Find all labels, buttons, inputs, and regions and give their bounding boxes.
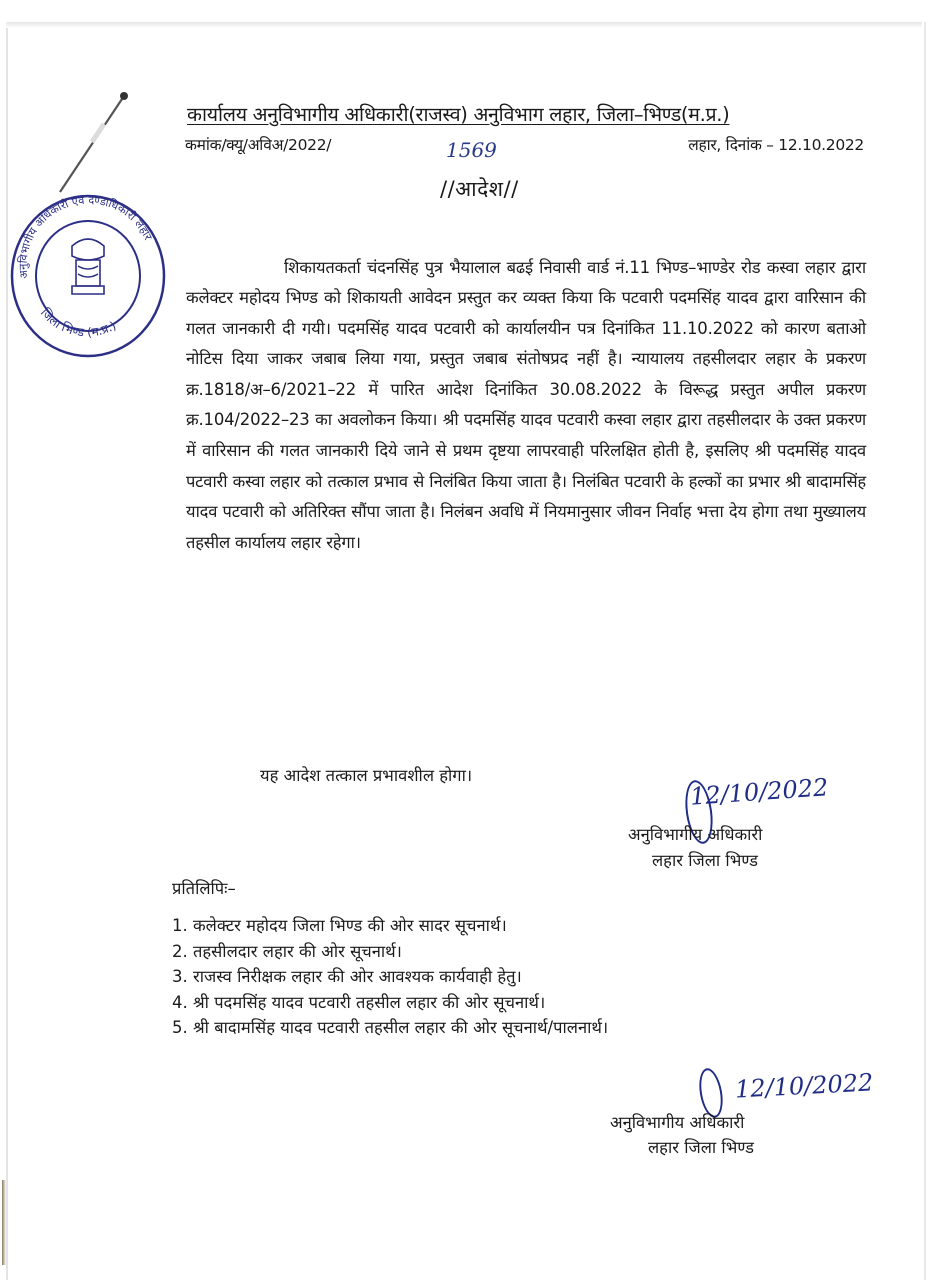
office-seal bbox=[6, 188, 166, 358]
national-emblem-icon bbox=[72, 239, 104, 294]
signatory-2-place: लहार जिला भिण्ड bbox=[648, 1138, 754, 1157]
signatory-2-designation: अनुविभागीय अधिकारी bbox=[610, 1113, 745, 1132]
signature-1-date: 12/10/2022 bbox=[689, 773, 830, 811]
copy-to-item: 1. कलेक्टर महोदय जिला भिण्ड की ओर सादर सूचनार्थ। bbox=[172, 916, 507, 935]
signatory-1-place: लहार जिला भिण्ड bbox=[652, 851, 758, 870]
order-title: //आदेश// bbox=[440, 177, 519, 201]
order-body: शिकायतकर्ता चंदनसिंह पुत्र भैयालाल बढई निवासी वार्ड नं.11 भिण्ड–भाण्डेर रोड कस्वा लहार द्वारा कलेक्टर महोदय भिण्ड को शिकायती आवेदन प्रस्तुत कर व्यक्त किया कि पटवारी पदमसिंह यादव द्वारा वारिसान की गलत जानकारी दी गयी। पदमसिंह यादव पटवारी को कार्यालयीन पत्र दिनांकित 11.10.2022 को कारण बताओ नोटिस दिया जाकर जबाब लिया गया, प्रस्तुत जबाब संतोषप्रद नहीं है। न्यायालय तहसीलदार लहार के प्रकरण क्र.1818/अ–6/2021–22 में पारित आदेश दिनांकित 30.08.2022 के विरूद्ध प्रस्तुत अपील प्रकरण क्र.104/2022–23 का अवलोकन किया। श्री पदमसिंह यादव पटवारी कस्वा लहार द्वारा तहसीलदार के उक्त प्रकरण में वारिसान की गलत जानकारी दिये जाने से प्रथम दृष्टया लापरवाही परिलक्षित होती है, इसलिए श्री पदमसिंह यादव पटवारी कस्वा लहार को तत्काल प्रभाव से निलंबित किया जाता है। निलंबित पटवारी के हल्कों का प्रभार श्री बादामसिंह यादव पटवारी को अतिरिक्त सौंपा जाता है। निलंबन अवधि में नियमानुसार जीवन निर्वाह भत्ता देय होगा तथा मुख्यालय तहसील कार्यालय लहार रहेगा। bbox=[186, 257, 866, 552]
closing-line: यह आदेश तत्काल प्रभावशील होगा। bbox=[260, 766, 473, 785]
pin-icon bbox=[52, 88, 132, 198]
seal-bottom-text: जिला भिण्ड (म.प्र.) bbox=[37, 305, 119, 340]
signatory-1-designation: अनुविभागीय अधिकारी bbox=[628, 825, 763, 844]
signature-2-date: 12/10/2022 bbox=[734, 1068, 874, 1104]
copy-to-list bbox=[172, 913, 608, 1041]
seal-outer-text: अनुविभागीय अधिकारी एवं दण्डाधिकारी लहार bbox=[16, 193, 155, 280]
handwritten-dispatch-number: 1569 bbox=[446, 138, 497, 162]
scan-shadow bbox=[2, 1180, 6, 1265]
scan-edge bbox=[6, 22, 922, 28]
copy-to-item: 3. राजस्व निरीक्षक लहार की ओर आवश्यक कार्यवाही हेतु। bbox=[172, 967, 522, 986]
svg-text:जिला भिण्ड (म.प्र.) bbox=[38, 306, 119, 340]
copy-to-item: 5. श्री बादामसिंह यादव पटवारी तहसील लहार की ओर सूचनार्थ/पालनार्थ। bbox=[172, 1018, 609, 1037]
office-heading: कार्यालय अनुविभागीय अधिकारी(राजस्व) अनुविभाग लहार, जिला–भिण्ड(म.प्र.) bbox=[187, 103, 730, 126]
place-and-date: लहार, दिनांक – 12.10.2022 bbox=[688, 136, 864, 154]
reference-number: कमांक/क्यू/अविअ/2022/ bbox=[185, 136, 332, 154]
copy-to-item: 2. तहसीलदार लहार की ओर सूचनार्थ। bbox=[172, 941, 402, 961]
copy-to-item: 4. श्री पदमसिंह यादव पटवारी तहसील लहार की ओर सूचनार्थ। bbox=[172, 992, 546, 1012]
copy-to-heading: प्रतिलिपिः– bbox=[172, 879, 236, 898]
